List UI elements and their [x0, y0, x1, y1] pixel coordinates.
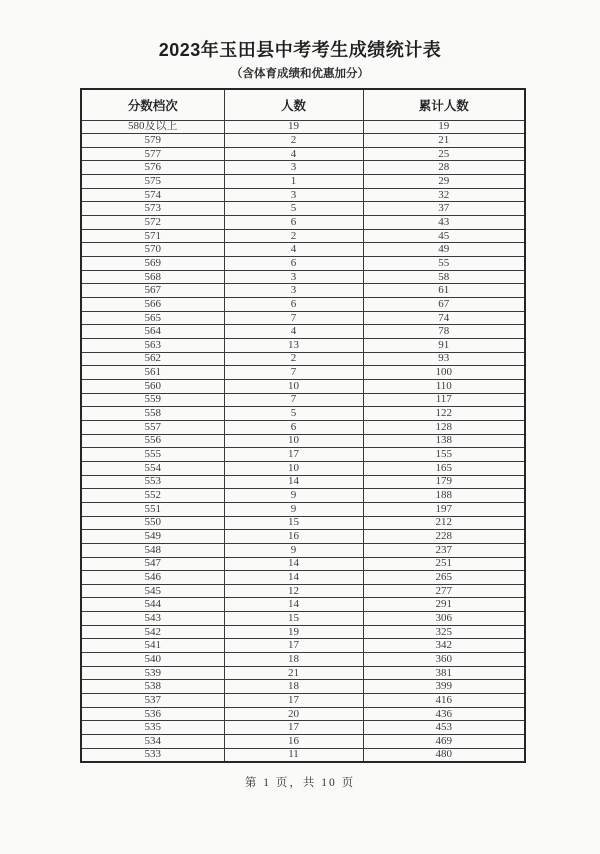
score-level-cell: 553: [81, 475, 224, 489]
table-row: [81, 339, 525, 353]
cumulative-count-cell: 342: [363, 639, 525, 653]
cumulative-count-cell: 110: [363, 379, 525, 393]
cumulative-count-cell: 78: [363, 325, 525, 339]
cumulative-count-cell: 117: [363, 393, 525, 407]
cumulative-count-cell: 179: [363, 475, 525, 489]
count-cell: 6: [224, 216, 363, 230]
cumulative-count-cell: 237: [363, 543, 525, 557]
table-row: [81, 543, 525, 557]
score-level-cell: 548: [81, 543, 224, 557]
count-cell: 10: [224, 461, 363, 475]
cumulative-count-cell: 306: [363, 612, 525, 626]
count-cell: 6: [224, 257, 363, 271]
score-level-cell: 564: [81, 325, 224, 339]
score-level-cell: 533: [81, 748, 224, 762]
cumulative-count-cell: 45: [363, 229, 525, 243]
table-row: [81, 284, 525, 298]
count-cell: 2: [224, 134, 363, 148]
count-cell: 12: [224, 584, 363, 598]
count-cell: 7: [224, 311, 363, 325]
cumulative-count-cell: 67: [363, 298, 525, 312]
cumulative-count-cell: 291: [363, 598, 525, 612]
count-cell: 4: [224, 243, 363, 257]
table-row: [81, 161, 525, 175]
table-row: [81, 639, 525, 653]
cumulative-count-cell: 277: [363, 584, 525, 598]
score-level-cell: 557: [81, 420, 224, 434]
cumulative-count-cell: 32: [363, 188, 525, 202]
table-row: [81, 694, 525, 708]
table-row: [81, 612, 525, 626]
cumulative-count-cell: 399: [363, 680, 525, 694]
table-row: [81, 475, 525, 489]
table-row: [81, 393, 525, 407]
count-cell: 21: [224, 666, 363, 680]
cumulative-count-cell: 155: [363, 448, 525, 462]
score-level-cell: 571: [81, 229, 224, 243]
count-cell: 7: [224, 366, 363, 380]
header-count: 人数: [224, 89, 363, 120]
score-level-cell: 572: [81, 216, 224, 230]
score-level-cell: 543: [81, 612, 224, 626]
score-level-cell: 567: [81, 284, 224, 298]
score-level-cell: 555: [81, 448, 224, 462]
score-level-cell: 550: [81, 516, 224, 530]
cumulative-count-cell: 453: [363, 721, 525, 735]
cumulative-count-cell: 49: [363, 243, 525, 257]
table-row: [81, 598, 525, 612]
score-level-cell: 577: [81, 147, 224, 161]
score-level-cell: 569: [81, 257, 224, 271]
cumulative-count-cell: 19: [363, 120, 525, 134]
document-page: [0, 36, 600, 854]
score-level-cell: 552: [81, 489, 224, 503]
cumulative-count-cell: 188: [363, 489, 525, 503]
table-row: [81, 557, 525, 571]
table-row: [81, 229, 525, 243]
score-level-cell: 575: [81, 175, 224, 189]
score-level-cell: 541: [81, 639, 224, 653]
score-level-cell: 535: [81, 721, 224, 735]
count-cell: 19: [224, 120, 363, 134]
cumulative-count-cell: 265: [363, 571, 525, 585]
score-level-cell: 538: [81, 680, 224, 694]
score-level-cell: 568: [81, 270, 224, 284]
count-cell: 10: [224, 379, 363, 393]
cumulative-count-cell: 55: [363, 257, 525, 271]
count-cell: 16: [224, 735, 363, 749]
count-cell: 17: [224, 721, 363, 735]
count-cell: 2: [224, 229, 363, 243]
table-row: [81, 298, 525, 312]
cumulative-count-cell: 165: [363, 461, 525, 475]
table-row: [81, 489, 525, 503]
score-level-cell: 544: [81, 598, 224, 612]
score-level-cell: 551: [81, 502, 224, 516]
count-cell: 3: [224, 270, 363, 284]
count-cell: 1: [224, 175, 363, 189]
score-level-cell: 579: [81, 134, 224, 148]
cumulative-count-cell: 251: [363, 557, 525, 571]
count-cell: 6: [224, 420, 363, 434]
count-cell: 5: [224, 202, 363, 216]
table-row: [81, 516, 525, 530]
score-level-cell: 563: [81, 339, 224, 353]
cumulative-count-cell: 212: [363, 516, 525, 530]
count-cell: 4: [224, 147, 363, 161]
count-cell: 4: [224, 325, 363, 339]
cumulative-count-cell: 93: [363, 352, 525, 366]
count-cell: 14: [224, 571, 363, 585]
score-level-cell: 556: [81, 434, 224, 448]
count-cell: 13: [224, 339, 363, 353]
table-row: [81, 134, 525, 148]
score-level-cell: 570: [81, 243, 224, 257]
table-row: [81, 202, 525, 216]
score-statistics-table: [80, 88, 526, 763]
score-level-cell: 546: [81, 571, 224, 585]
score-level-cell: 545: [81, 584, 224, 598]
table-row: [81, 325, 525, 339]
cumulative-count-cell: 91: [363, 339, 525, 353]
document-subtitle: （含体育成绩和优惠加分）: [231, 68, 369, 80]
table-row: [81, 352, 525, 366]
count-cell: 6: [224, 298, 363, 312]
table-row: [81, 502, 525, 516]
cumulative-count-cell: 480: [363, 748, 525, 762]
document-title: 2023年玉田县中考考生成绩统计表: [158, 40, 442, 60]
cumulative-count-cell: 25: [363, 147, 525, 161]
cumulative-count-cell: 37: [363, 202, 525, 216]
score-level-cell: 536: [81, 707, 224, 721]
score-level-cell: 566: [81, 298, 224, 312]
table-row: [81, 721, 525, 735]
cumulative-count-cell: 61: [363, 284, 525, 298]
score-level-cell: 554: [81, 461, 224, 475]
cumulative-count-cell: 360: [363, 653, 525, 667]
table-row: [81, 311, 525, 325]
count-cell: 18: [224, 653, 363, 667]
count-cell: 9: [224, 502, 363, 516]
cumulative-count-cell: 21: [363, 134, 525, 148]
cumulative-count-cell: 28: [363, 161, 525, 175]
table-row: [81, 216, 525, 230]
count-cell: 3: [224, 161, 363, 175]
count-cell: 17: [224, 694, 363, 708]
score-table-body: [81, 120, 525, 762]
table-row: [81, 243, 525, 257]
header-cumulative-count: 累计人数: [363, 89, 525, 120]
cumulative-count-cell: 228: [363, 530, 525, 544]
count-cell: 3: [224, 284, 363, 298]
table-row: [81, 257, 525, 271]
count-cell: 9: [224, 543, 363, 557]
count-cell: 14: [224, 557, 363, 571]
table-row: [81, 625, 525, 639]
score-level-cell: 574: [81, 188, 224, 202]
table-header-row: [81, 89, 525, 120]
score-level-cell: 562: [81, 352, 224, 366]
table-row: [81, 748, 525, 762]
score-level-cell: 559: [81, 393, 224, 407]
table-row: [81, 461, 525, 475]
cumulative-count-cell: 138: [363, 434, 525, 448]
table-row: [81, 188, 525, 202]
cumulative-count-cell: 29: [363, 175, 525, 189]
table-row: [81, 366, 525, 380]
cumulative-count-cell: 128: [363, 420, 525, 434]
table-row: [81, 448, 525, 462]
count-cell: 14: [224, 598, 363, 612]
score-level-cell: 561: [81, 366, 224, 380]
score-level-cell: 573: [81, 202, 224, 216]
table-row: [81, 270, 525, 284]
table-row: [81, 147, 525, 161]
score-level-cell: 542: [81, 625, 224, 639]
count-cell: 16: [224, 530, 363, 544]
count-cell: 10: [224, 434, 363, 448]
count-cell: 20: [224, 707, 363, 721]
cumulative-count-cell: 100: [363, 366, 525, 380]
cumulative-count-cell: 436: [363, 707, 525, 721]
table-row: [81, 735, 525, 749]
table-row: [81, 530, 525, 544]
table-row: [81, 666, 525, 680]
count-cell: 14: [224, 475, 363, 489]
count-cell: 3: [224, 188, 363, 202]
count-cell: 19: [224, 625, 363, 639]
score-level-cell: 560: [81, 379, 224, 393]
count-cell: 2: [224, 352, 363, 366]
cumulative-count-cell: 416: [363, 694, 525, 708]
table-row: [81, 707, 525, 721]
cumulative-count-cell: 43: [363, 216, 525, 230]
count-cell: 15: [224, 516, 363, 530]
score-level-cell: 565: [81, 311, 224, 325]
count-cell: 5: [224, 407, 363, 421]
count-cell: 17: [224, 639, 363, 653]
cumulative-count-cell: 469: [363, 735, 525, 749]
score-level-cell: 558: [81, 407, 224, 421]
cumulative-count-cell: 381: [363, 666, 525, 680]
score-level-cell: 580及以上: [81, 120, 224, 134]
score-level-cell: 549: [81, 530, 224, 544]
cumulative-count-cell: 325: [363, 625, 525, 639]
table-row: [81, 584, 525, 598]
score-level-cell: 537: [81, 694, 224, 708]
score-level-cell: 539: [81, 666, 224, 680]
table-row: [81, 379, 525, 393]
table-row: [81, 680, 525, 694]
table-row: [81, 434, 525, 448]
cumulative-count-cell: 58: [363, 270, 525, 284]
cumulative-count-cell: 197: [363, 502, 525, 516]
count-cell: 11: [224, 748, 363, 762]
count-cell: 15: [224, 612, 363, 626]
score-level-cell: 576: [81, 161, 224, 175]
table-row: [81, 120, 525, 134]
count-cell: 17: [224, 448, 363, 462]
cumulative-count-cell: 74: [363, 311, 525, 325]
page-number-footer: 第 1 页，共 10 页: [244, 776, 356, 789]
score-level-cell: 540: [81, 653, 224, 667]
cumulative-count-cell: 122: [363, 407, 525, 421]
table-row: [81, 420, 525, 434]
table-row: [81, 653, 525, 667]
count-cell: 9: [224, 489, 363, 503]
count-cell: 7: [224, 393, 363, 407]
score-level-cell: 547: [81, 557, 224, 571]
score-level-cell: 534: [81, 735, 224, 749]
table-row: [81, 571, 525, 585]
count-cell: 18: [224, 680, 363, 694]
table-row: [81, 407, 525, 421]
table-row: [81, 175, 525, 189]
header-score-level: 分数档次: [81, 89, 224, 120]
